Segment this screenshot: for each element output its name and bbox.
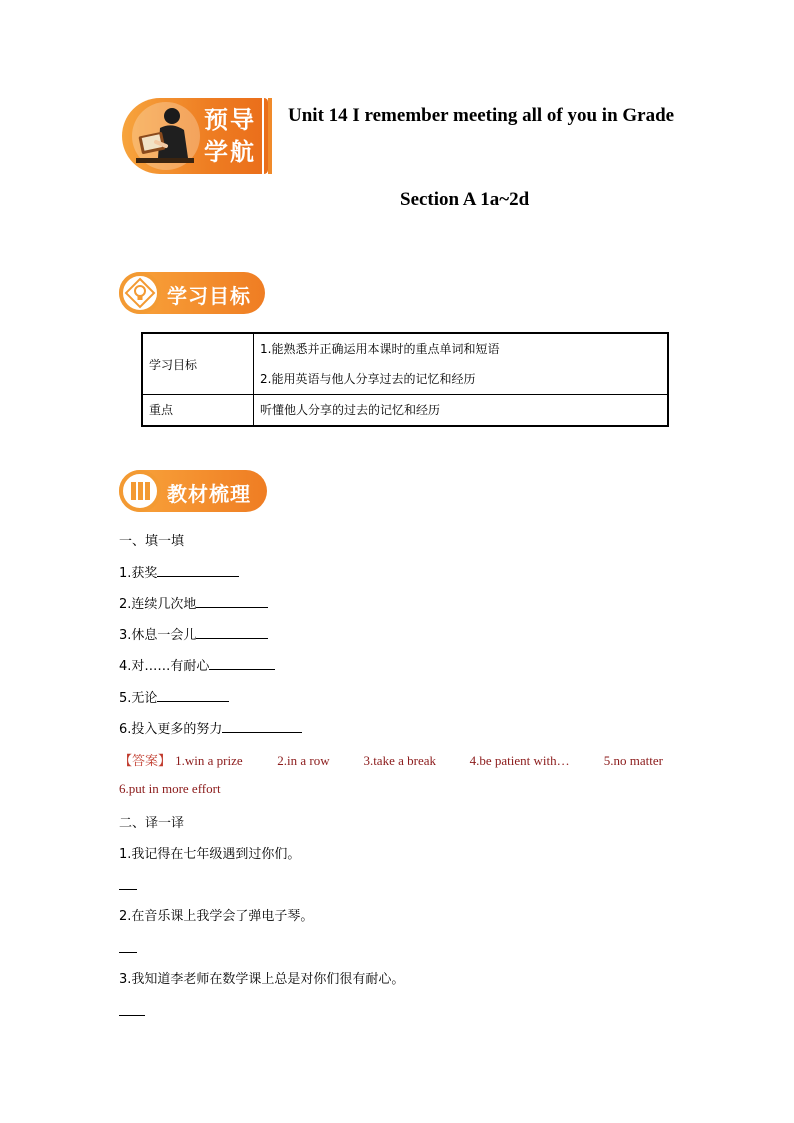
goal-item: 2.能用英语与他人分享过去的记忆和经历 bbox=[260, 372, 476, 386]
answer-blank bbox=[119, 1014, 145, 1016]
answer-blank bbox=[196, 626, 268, 639]
reading-person-icon bbox=[126, 100, 206, 174]
answer-blank bbox=[209, 657, 275, 670]
review-heading-badge bbox=[119, 470, 267, 512]
banner-text bbox=[204, 104, 260, 168]
goals-table bbox=[141, 332, 669, 427]
table-cell-value bbox=[254, 333, 669, 395]
section-subtitle: Section A 1a~2d bbox=[400, 189, 530, 210]
list-item bbox=[119, 718, 302, 737]
goal-item: 1.能熟悉并正确运用本课时的重点单词和短语 bbox=[260, 342, 500, 356]
table-cell-key: 重点 bbox=[142, 395, 254, 427]
table-row bbox=[142, 333, 668, 395]
table-cell-key: 学习目标 bbox=[142, 333, 254, 395]
banner-text-line-2: 学航 bbox=[204, 138, 256, 166]
answer-item: 3.take a break bbox=[363, 753, 436, 768]
item-text: 2.连续几次地 bbox=[119, 597, 197, 612]
goals-heading-badge bbox=[119, 272, 265, 314]
item-text: 3.休息一会儿 bbox=[119, 628, 197, 643]
banner-edge bbox=[268, 98, 272, 174]
banner-divider bbox=[262, 98, 264, 174]
list-item: 3.我知道李老师在数学课上总是对你们很有耐心。 bbox=[119, 972, 405, 987]
list-item bbox=[119, 562, 239, 581]
banner-text-line-1: 预导 bbox=[204, 106, 256, 134]
answer-blank bbox=[222, 720, 302, 733]
answer-blank bbox=[196, 595, 268, 608]
goals-heading: 学习目标 bbox=[167, 284, 251, 308]
answer-item: 6.put in more effort bbox=[119, 781, 221, 796]
list-item: 2.在音乐课上我学会了弹电子琴。 bbox=[119, 909, 314, 924]
item-text: 6.投入更多的努力 bbox=[119, 722, 223, 737]
banner-logo bbox=[122, 98, 274, 178]
answer-blank bbox=[119, 888, 137, 890]
answer-line bbox=[119, 750, 679, 769]
part1-heading: 一、填一填 bbox=[119, 534, 185, 549]
item-text: 1.获奖 bbox=[119, 566, 158, 581]
answer-item: 5.no matter bbox=[603, 753, 663, 768]
answer-blank bbox=[157, 689, 229, 702]
list-item bbox=[119, 687, 229, 706]
books-icon bbox=[119, 470, 161, 512]
answer-item: 4.be patient with… bbox=[469, 753, 570, 768]
list-item: 1.我记得在七年级遇到过你们。 bbox=[119, 847, 301, 862]
list-item bbox=[119, 624, 268, 643]
answer-item: 2.in a row bbox=[277, 753, 330, 768]
lightbulb-icon bbox=[119, 272, 161, 314]
part2-heading: 二、译一译 bbox=[119, 816, 185, 831]
table-row bbox=[142, 395, 668, 427]
answer-blank bbox=[119, 951, 137, 953]
review-heading: 教材梳理 bbox=[167, 482, 251, 506]
table-cell-value: 听懂他人分享的过去的记忆和经历 bbox=[254, 395, 669, 427]
page-title: Unit 14 I remember meeting all of you in Grade bbox=[288, 105, 675, 126]
answer-item: 1.win a prize bbox=[175, 753, 243, 768]
answer-blank bbox=[157, 564, 239, 577]
list-item bbox=[119, 655, 275, 674]
answer-label: 【答案】 bbox=[119, 753, 172, 768]
item-text: 4.对……有耐心 bbox=[119, 659, 210, 674]
list-item bbox=[119, 593, 268, 612]
item-text: 5.无论 bbox=[119, 691, 158, 706]
